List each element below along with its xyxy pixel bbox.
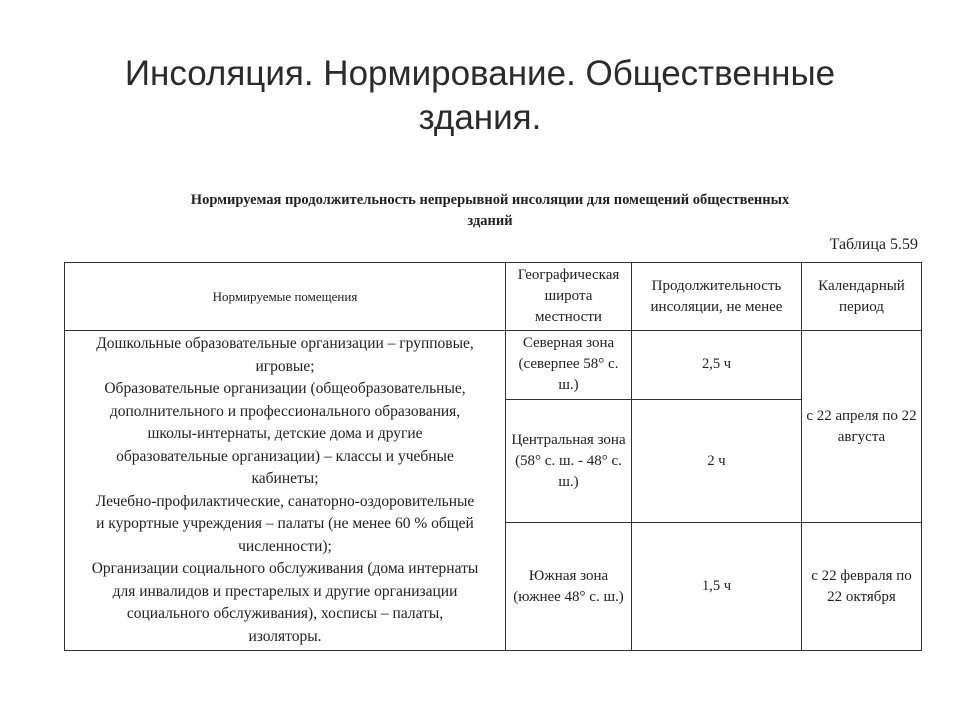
rooms-line: и курортные учреждения – палаты (не менее 60 % общей: [96, 515, 474, 532]
rooms-line: численности);: [238, 537, 332, 555]
rooms-line: для инвалидов и престарелых и другие организации: [112, 582, 458, 600]
rooms-line: игровые;: [255, 357, 315, 375]
zone-central: Центральная зона (58° с. ш. - 48° с. ш.): [506, 399, 632, 523]
table-caption-line-1: Нормируемая продолжительность непрерывной инсоляции для помещений общественных: [190, 192, 790, 208]
rooms-line: Организации социального обслуживания (дома интернаты: [91, 560, 479, 577]
duration-south: 1,5 ч: [632, 523, 802, 651]
rooms-line: кабинеты;: [251, 470, 319, 487]
zone-north: Северная зона (северпее 58° с. ш.): [506, 331, 632, 400]
rooms-line: социального обслуживания), хосписы – палаты,: [126, 605, 444, 622]
table-header-row: [65, 263, 922, 331]
rooms-line: школы-интернаты, детские дома и другие: [147, 425, 423, 442]
duration-central: 2 ч: [632, 399, 802, 523]
table-caption: [80, 190, 900, 232]
rooms-line: изоляторы.: [248, 627, 322, 645]
insolation-norms-table: [64, 262, 922, 651]
slide-title-line-2: здания.: [418, 98, 542, 137]
header-period: Календарный период: [802, 263, 922, 331]
rooms-line: Лечебно-профилактические, санаторно-оздоровительные: [95, 492, 475, 510]
table-number: Таблица 5.59: [829, 236, 918, 253]
period-south: с 22 февраля по 22 октября: [802, 523, 922, 651]
period-north-central: с 22 апреля по 22 августа: [802, 331, 922, 523]
rooms-line: Образовательные организации (общеобразовательные,: [104, 380, 466, 397]
rooms-line: образовательные организации) – классы и учебные: [116, 447, 454, 465]
duration-north: 2,5 ч: [632, 331, 802, 400]
slide-title-line-1: Инсоляция. Нормирование. Общественные: [124, 54, 836, 93]
rooms-line: Дошкольные образовательные организации – групповые,: [96, 335, 474, 352]
rooms-cell: [65, 331, 506, 651]
table-caption-line-2: зданий: [467, 213, 513, 229]
header-latitude: Географическая широта местности: [506, 263, 632, 331]
zone-south: Южная зона (южнее 48° с. ш.): [506, 523, 632, 651]
table-row: [65, 331, 922, 400]
header-duration: Продолжительность инсоляции, не менее: [632, 263, 802, 331]
rooms-line: дополнительного и профессионального образования,: [109, 402, 461, 420]
header-rooms: Нормируемые помещения: [65, 263, 506, 331]
